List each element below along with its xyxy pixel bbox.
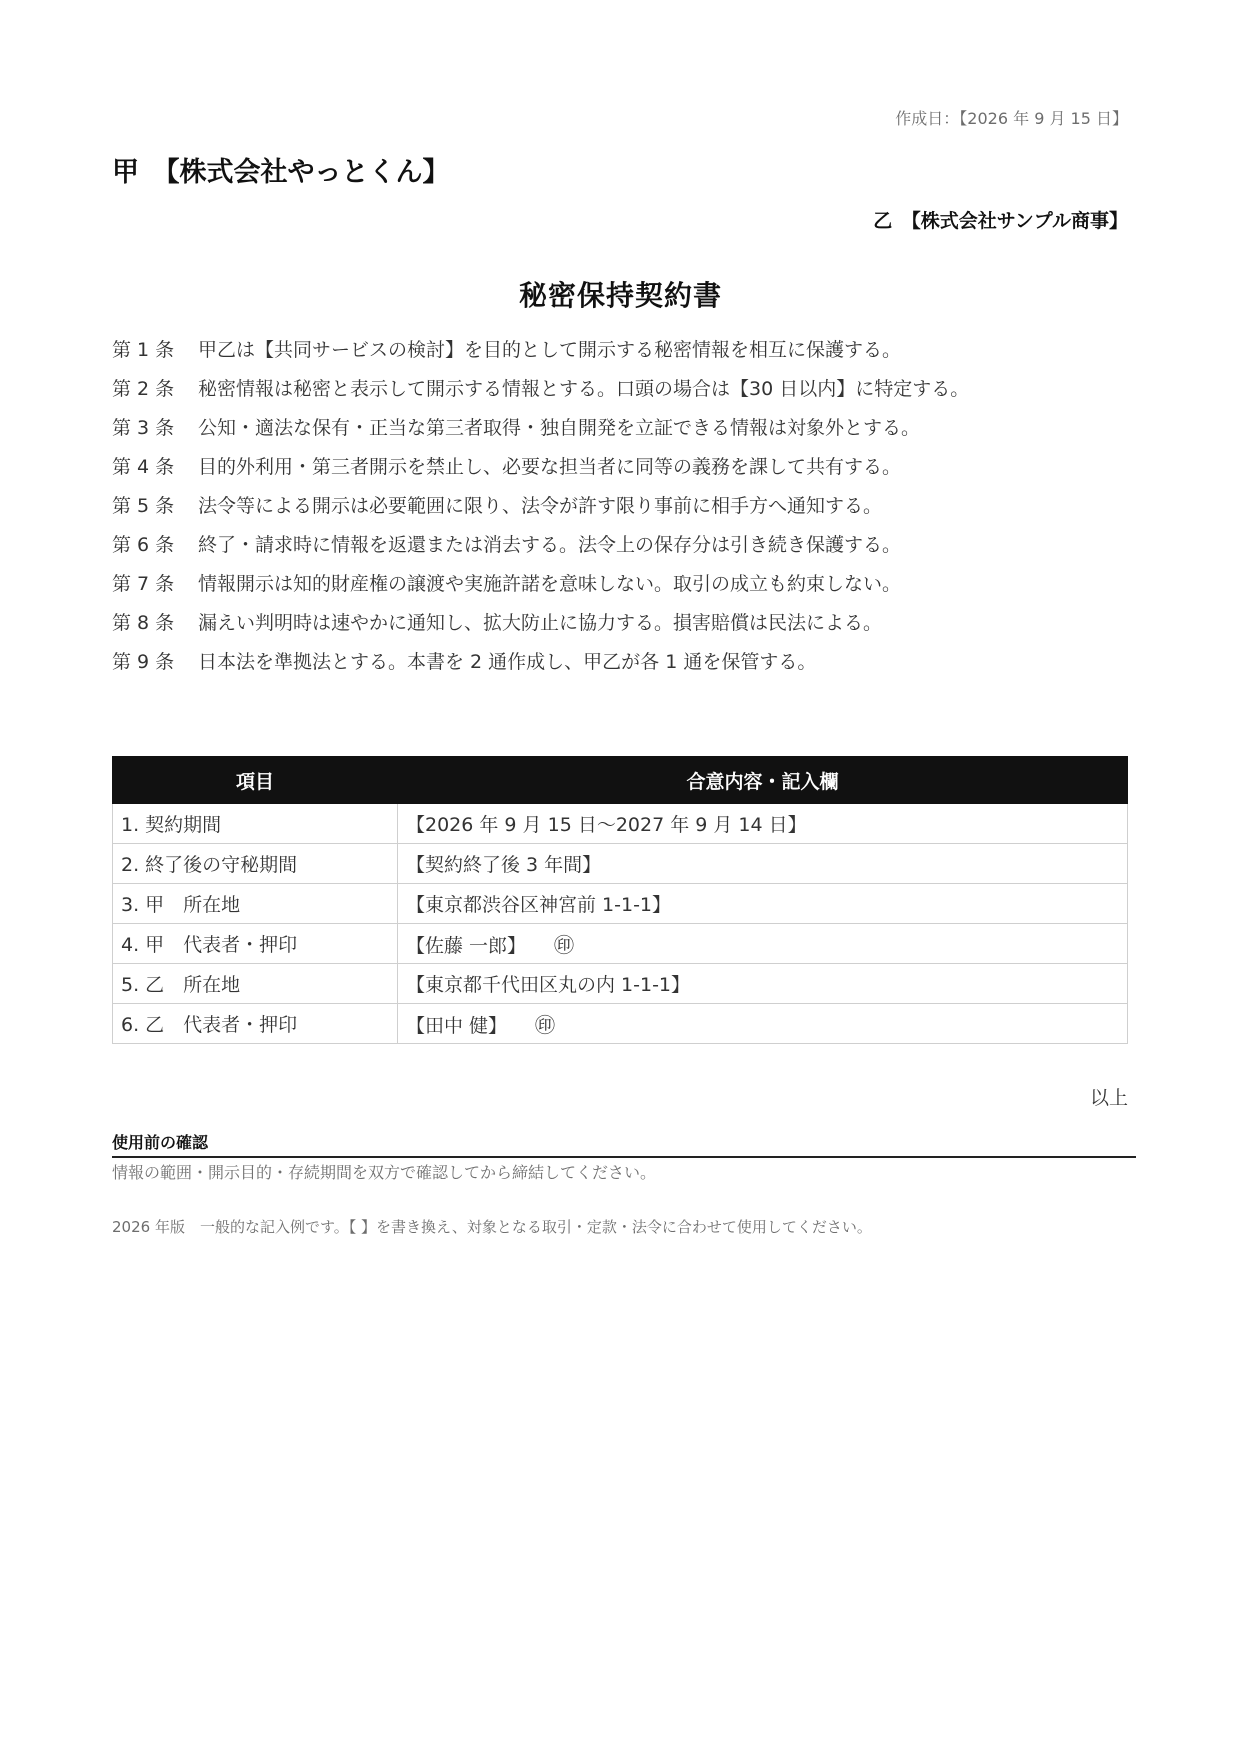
article-text: 終了・請求時に情報を返還または消去する。法令上の保存分は引き続き保護する。 xyxy=(198,534,902,556)
article-number: 第 5 条 xyxy=(112,495,175,517)
article-text: 秘密情報は秘密と表示して開示する情報とする。口頭の場合は【30 日以内】に特定する。 xyxy=(198,378,970,400)
article-text: 公知・適法な保有・正当な第三者取得・独自開発を立証できる情報は対象外とする。 xyxy=(198,417,921,439)
row-item: 4. 甲 代表者・押印 xyxy=(113,924,398,964)
article-number: 第 1 条 xyxy=(112,339,175,361)
article-number: 第 2 条 xyxy=(112,378,175,400)
table-header-row xyxy=(113,757,1128,804)
article-item xyxy=(112,491,1132,530)
article-item xyxy=(112,647,1132,686)
agreement-table xyxy=(112,756,1128,1044)
article-item xyxy=(112,374,1132,413)
article-text: 目的外利用・第三者開示を禁止し、必要な担当者に同等の義務を課して共有する。 xyxy=(198,456,902,478)
row-value xyxy=(398,804,1128,844)
table-row xyxy=(113,1004,1128,1044)
article-item xyxy=(112,530,1132,569)
row-value xyxy=(398,1004,1128,1044)
table-row xyxy=(113,884,1128,924)
article-item xyxy=(112,335,1132,374)
article-item xyxy=(112,569,1132,608)
table-row xyxy=(113,804,1128,844)
row-value-text: 【契約終了後 3 年間】 xyxy=(406,854,602,876)
article-text: 漏えい判明時は速やかに通知し、拡大防止に協力する。損害賠償は民法による。 xyxy=(198,612,883,634)
article-number: 第 9 条 xyxy=(112,651,175,673)
article-text: 情報開示は知的財産権の譲渡や実施許諾を意味しない。取引の成立も約束しない。 xyxy=(198,573,902,595)
article-number: 第 7 条 xyxy=(112,573,175,595)
row-value xyxy=(398,884,1128,924)
party-b-name: 乙 【株式会社サンプル商事】 xyxy=(873,210,1128,232)
article-number: 第 3 条 xyxy=(112,417,175,439)
row-value xyxy=(398,964,1128,1004)
created-date: 作成日：【2026 年 9 月 15 日】 xyxy=(895,109,1128,128)
article-number: 第 4 条 xyxy=(112,456,175,478)
row-value-text: 【田中 健】 xyxy=(406,1015,508,1037)
note-heading: 使用前の確認 xyxy=(112,1130,1136,1158)
seal-icon: ㊞ xyxy=(535,1013,556,1037)
article-text: 法令等による開示は必要範囲に限り、法令が許す限り事前に相手方へ通知する。 xyxy=(198,495,883,517)
row-item: 2. 終了後の守秘期間 xyxy=(113,844,398,884)
articles-list xyxy=(112,335,1132,686)
table-row xyxy=(113,844,1128,884)
row-value-text: 【2026 年 9 月 15 日～2027 年 9 月 14 日】 xyxy=(406,814,807,836)
row-item: 5. 乙 所在地 xyxy=(113,964,398,1004)
table-row xyxy=(113,964,1128,1004)
article-item xyxy=(112,413,1132,452)
row-item: 1. 契約期間 xyxy=(113,804,398,844)
header-item: 項目 xyxy=(113,757,398,804)
note-body: 情報の範囲・開示目的・存続期間を双方で確認してから締結してください。 xyxy=(112,1163,657,1182)
article-number: 第 8 条 xyxy=(112,612,175,634)
table-row xyxy=(113,924,1128,964)
article-text: 日本法を準拠法とする。本書を 2 通作成し、甲乙が各 1 通を保管する。 xyxy=(198,651,817,673)
seal-icon: ㊞ xyxy=(554,933,575,957)
article-item xyxy=(112,608,1132,647)
row-value-text: 【東京都千代田区丸の内 1-1-1】 xyxy=(406,974,691,996)
closing-mark: 以上 xyxy=(1089,1087,1128,1109)
row-value xyxy=(398,924,1128,964)
document-title: 秘密保持契約書 xyxy=(518,279,722,312)
row-value xyxy=(398,844,1128,884)
row-item: 3. 甲 所在地 xyxy=(113,884,398,924)
row-item: 6. 乙 代表者・押印 xyxy=(113,1004,398,1044)
footer-note: 2026 年版 一般的な記入例です。【 】を書き換え、対象となる取引・定款・法令に合わせて使用してください。 xyxy=(112,1218,872,1236)
row-value-text: 【佐藤 一郎】 xyxy=(406,935,527,957)
header-content: 合意内容・記入欄 xyxy=(398,757,1128,804)
row-value-text: 【東京都渋谷区神宮前 1-1-1】 xyxy=(406,894,672,916)
article-text: 甲乙は【共同サービスの検討】を目的として開示する秘密情報を相互に保護する。 xyxy=(198,339,902,361)
article-item xyxy=(112,452,1132,491)
party-a-name: 甲 【株式会社やっとくん】 xyxy=(112,157,450,188)
article-number: 第 6 条 xyxy=(112,534,175,556)
